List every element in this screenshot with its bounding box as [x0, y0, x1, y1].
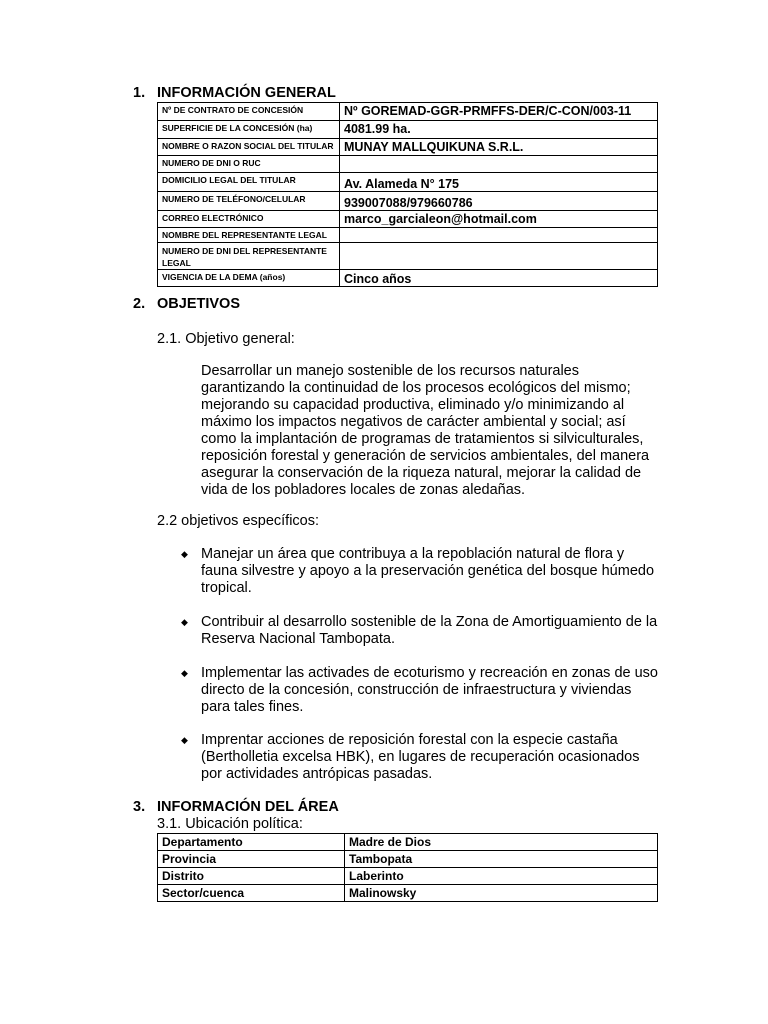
row-value: Av. Alameda N° 175 — [340, 173, 658, 192]
bullet-text: Contribuir al desarrollo sostenible de la Zona de Amortiguamiento de la Reserva Nacional Tambopata. — [201, 614, 658, 647]
row-value: 4081.99 ha. — [340, 121, 658, 139]
table-row — [158, 121, 658, 139]
section-1-number: 1. — [133, 85, 146, 101]
row-label: Sector/cuenca — [158, 885, 345, 902]
row-label: Departamento — [158, 834, 345, 851]
row-label: Distrito — [158, 868, 345, 885]
row-value: Laberinto — [345, 868, 658, 885]
row-value — [340, 243, 658, 270]
row-label: NUMERO DE DNI DEL REPRESENTANTE LEGAL — [158, 243, 340, 270]
row-value — [340, 156, 658, 173]
table-row — [158, 103, 658, 121]
row-label: NUMERO DE DNI O RUC — [158, 156, 340, 173]
general-info-table — [157, 102, 658, 287]
table-row — [158, 156, 658, 173]
section-2-number: 2. — [133, 296, 146, 312]
row-label: VIGENCIA DE LA DEMA (años) — [158, 270, 340, 287]
row-value: Malinowsky — [345, 885, 658, 902]
row-value: MUNAY MALLQUIKUNA S.R.L. — [340, 139, 658, 156]
table-row — [158, 851, 658, 868]
table-row — [158, 211, 658, 228]
table-row — [158, 228, 658, 243]
diamond-bullet-icon: ◆ — [181, 617, 188, 627]
row-label: NOMBRE O RAZON SOCIAL DEL TITULAR — [158, 139, 340, 156]
row-label: SUPERFICIE DE LA CONCESIÓN (ha) — [158, 121, 340, 139]
row-value: Madre de Dios — [345, 834, 658, 851]
table-row — [158, 139, 658, 156]
diamond-bullet-icon: ◆ — [181, 549, 188, 559]
row-value: Tambopata — [345, 851, 658, 868]
table-row — [158, 243, 658, 270]
diamond-bullet-icon: ◆ — [181, 668, 188, 678]
table-row — [158, 270, 658, 287]
general-objective-heading: 2.1. Objetivo general: — [157, 331, 295, 347]
political-location-heading: 3.1. Ubicación política: — [157, 816, 303, 832]
table-row — [158, 192, 658, 211]
row-label: NUMERO DE TELÉFONO/CELULAR — [158, 192, 340, 211]
political-location-table — [157, 833, 658, 902]
table-row — [158, 173, 658, 192]
general-objective-text: Desarrollar un manejo sostenible de los recursos naturales garantizando la continuidad de los procesos ecológicos del mismo; mejorando su capacidad productiva, eliminado y/o minimizando al máximo los impactos negativos de carácter ambiental y social; así como la implantación de programas de tratamientos si silviculturales, reposición forestal y generación de servicios ambientales, del manera asegurar la conservación de la riqueza natural, mejorar la calidad de vida de los pobladores locales de zonas aledañas. — [201, 363, 650, 498]
section-3-title: INFORMACIÓN DEL ÁREA — [157, 799, 339, 815]
row-label: CORREO ELECTRÓNICO — [158, 211, 340, 228]
row-label: Nº DE CONTRATO DE CONCESIÓN — [158, 103, 340, 121]
section-2-title: OBJETIVOS — [157, 296, 240, 312]
bullet-text: Implementar las activades de ecoturismo y recreación en zonas de uso directo de la concesión, construcción de infraestructura y viviendas para tales fines. — [201, 665, 658, 715]
row-value: Nº GOREMAD-GGR-PRMFFS-DER/C-CON/003-11 — [340, 103, 658, 121]
row-value: Cinco años — [340, 270, 658, 287]
bullet-text: Manejar un área que contribuya a la repoblación natural de flora y fauna silvestre y apoyo a la preservación genética del bosque húmedo tropical. — [201, 546, 655, 596]
specific-objectives-heading: 2.2 objetivos específicos: — [157, 513, 320, 529]
table-row — [158, 885, 658, 902]
bullet-text: Imprentar acciones de reposición forestal con la especie castaña (Bertholletia excelsa HBK), en lugares de recuperación ocasionados por actividades antrópicas pasadas. — [201, 732, 640, 782]
table-row — [158, 868, 658, 885]
section-3-number: 3. — [133, 799, 146, 815]
table-row — [158, 834, 658, 851]
section-1-title: INFORMACIÓN GENERAL — [157, 85, 336, 101]
row-label: NOMBRE DEL REPRESENTANTE LEGAL — [158, 228, 340, 243]
row-value: marco_garcialeon@hotmail.com — [340, 211, 658, 228]
row-label: DOMICILIO LEGAL DEL TITULAR — [158, 173, 340, 192]
diamond-bullet-icon: ◆ — [181, 735, 188, 745]
row-label: Provincia — [158, 851, 345, 868]
row-value — [340, 228, 658, 243]
row-value: 939007088/979660786 — [340, 192, 658, 211]
